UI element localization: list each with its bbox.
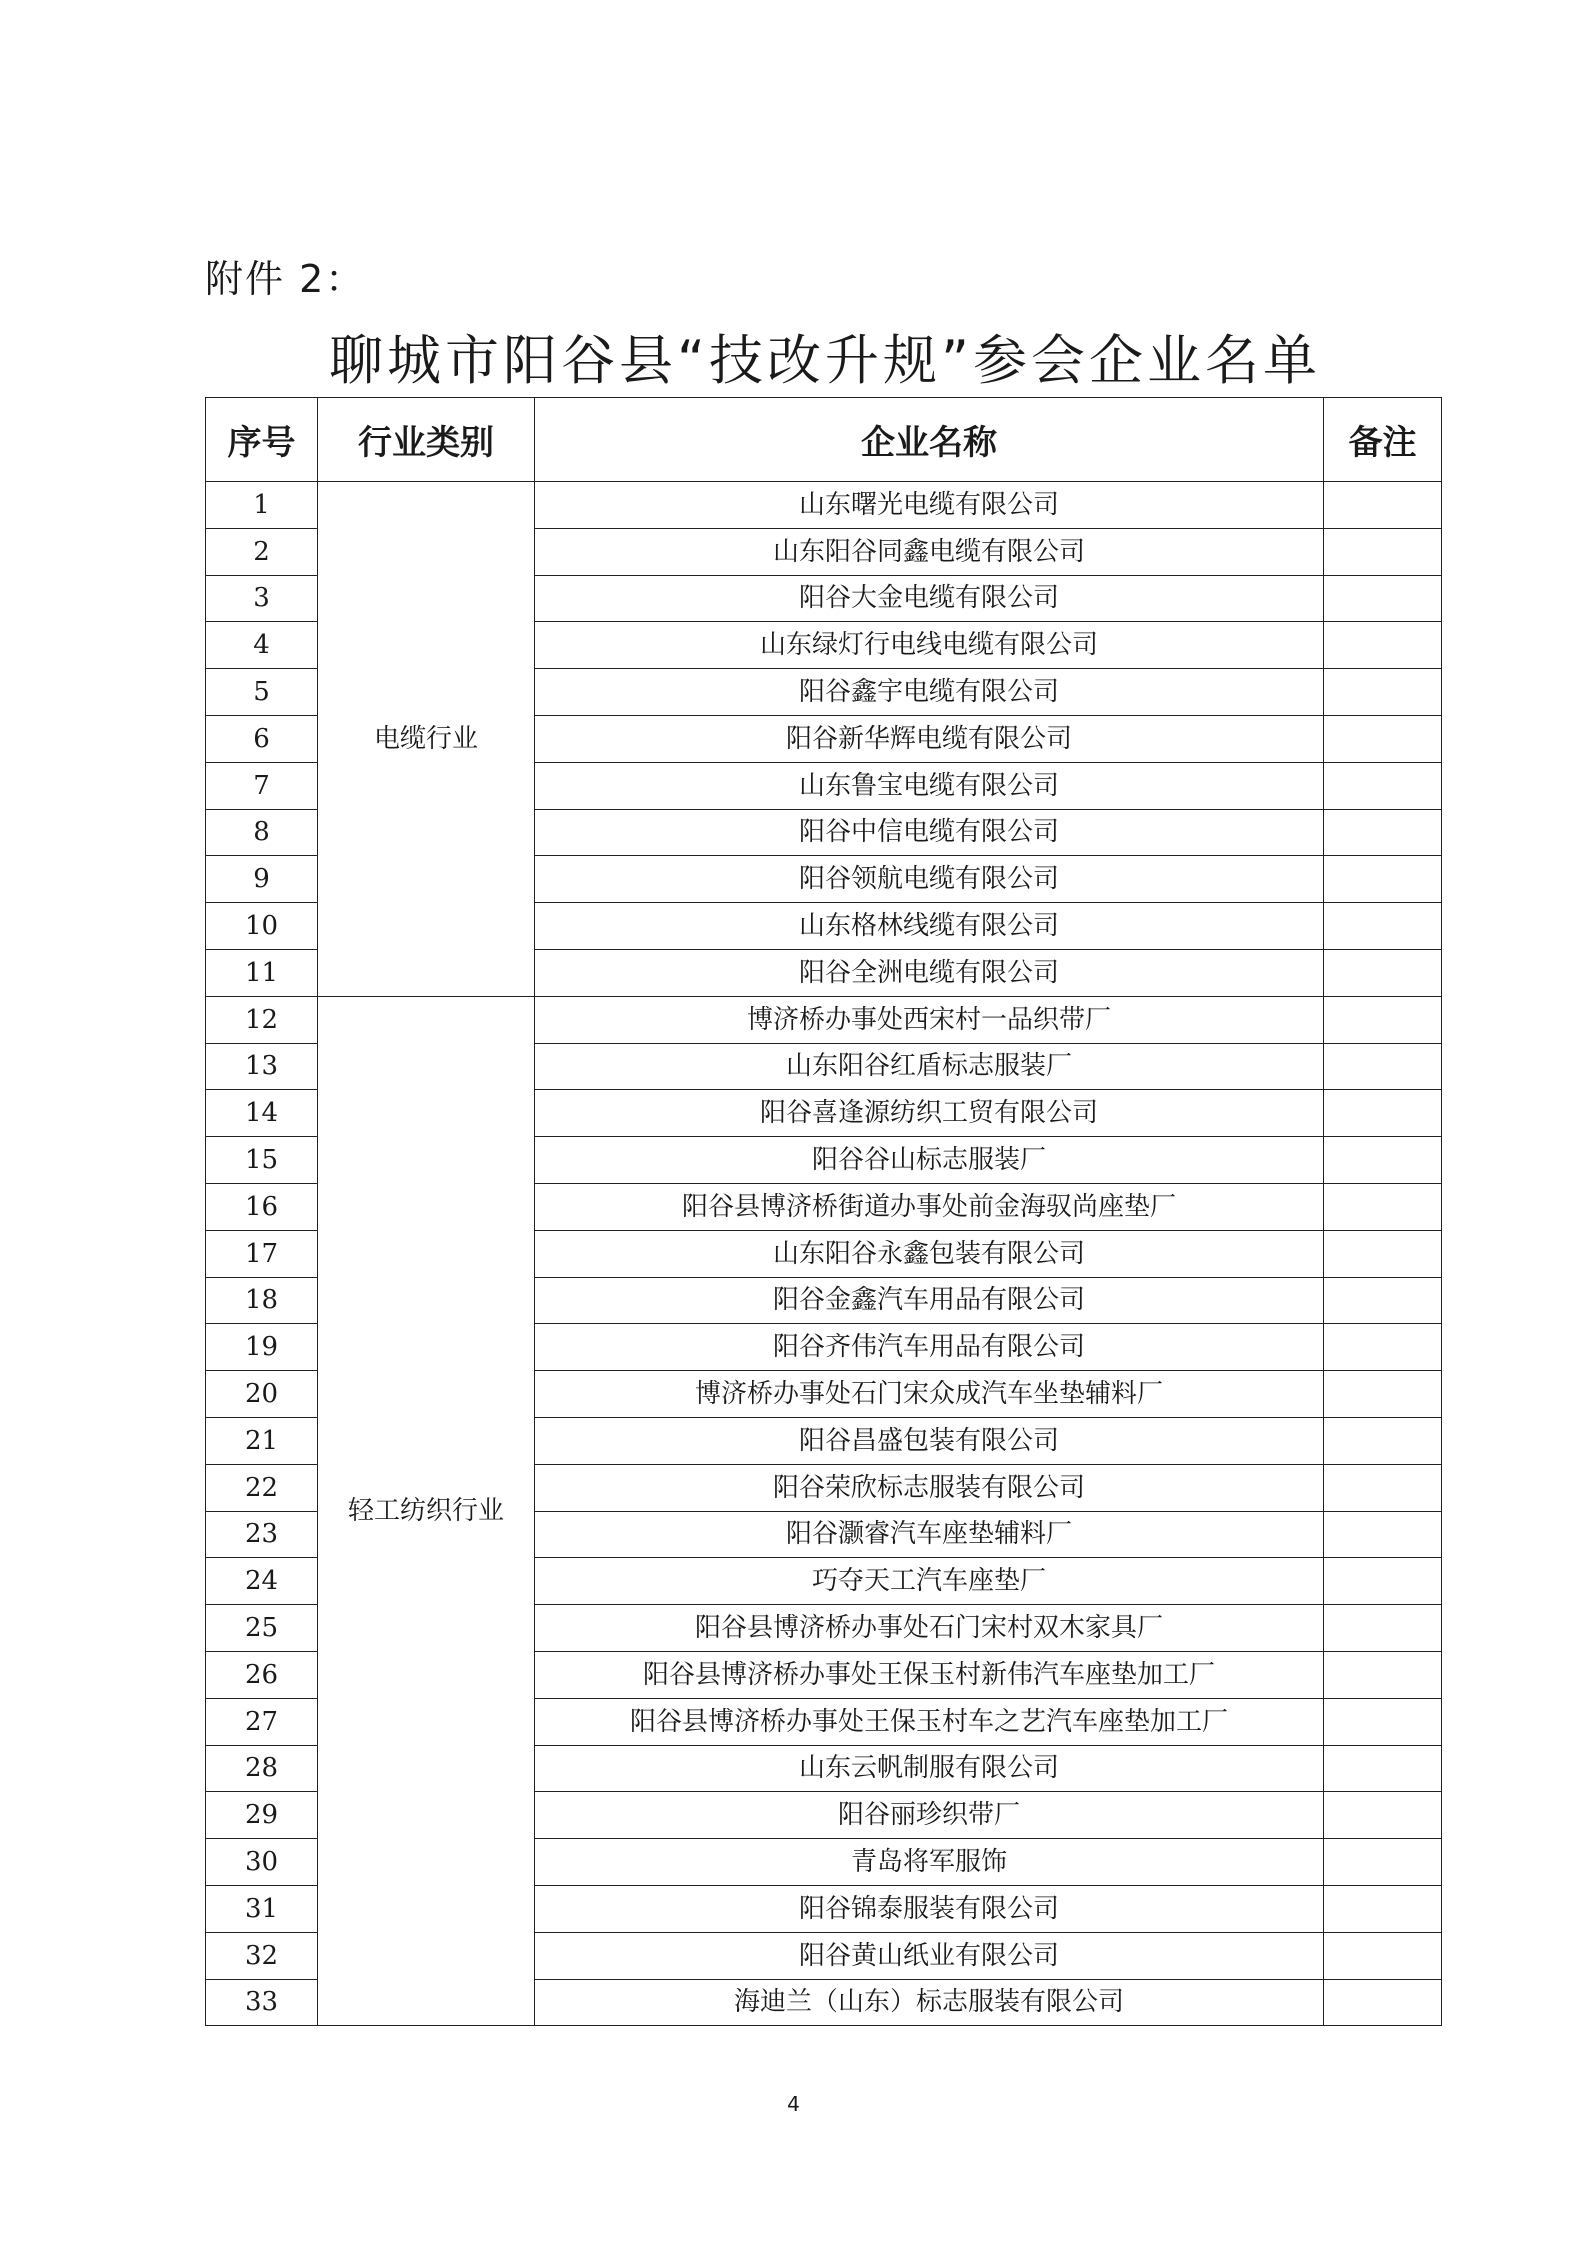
- company-name-cell: 阳谷齐伟汽车用品有限公司: [535, 1324, 1324, 1371]
- serial-number-cell: 28: [206, 1745, 318, 1792]
- serial-number-cell: 14: [206, 1090, 318, 1137]
- remark-cell: [1324, 1137, 1442, 1184]
- table-row: [206, 482, 1442, 529]
- serial-number-cell: 21: [206, 1417, 318, 1464]
- company-name-cell: 阳谷领航电缆有限公司: [535, 856, 1324, 903]
- serial-number-cell: 6: [206, 715, 318, 762]
- header-company-name: 企业名称: [535, 398, 1324, 482]
- company-name-cell: 山东阳谷红盾标志服装厂: [535, 1043, 1324, 1090]
- header-serial: 序号: [206, 398, 318, 482]
- serial-number-cell: 30: [206, 1839, 318, 1886]
- enterprise-table: [205, 397, 1442, 2026]
- company-name-cell: 阳谷县博济桥办事处石门宋村双木家具厂: [535, 1605, 1324, 1652]
- company-name-cell: 山东绿灯行电线电缆有限公司: [535, 622, 1324, 669]
- company-name-cell: 山东鲁宝电缆有限公司: [535, 762, 1324, 809]
- remark-cell: [1324, 482, 1442, 529]
- company-name-cell: 阳谷金鑫汽车用品有限公司: [535, 1277, 1324, 1324]
- serial-number-cell: 17: [206, 1230, 318, 1277]
- serial-number-cell: 11: [206, 949, 318, 996]
- serial-number-cell: 16: [206, 1183, 318, 1230]
- serial-number-cell: 20: [206, 1371, 318, 1418]
- remark-cell: [1324, 1277, 1442, 1324]
- remark-cell: [1324, 1839, 1442, 1886]
- remark-cell: [1324, 1043, 1442, 1090]
- company-name-cell: 山东云帆制服有限公司: [535, 1745, 1324, 1792]
- company-name-cell: 山东曙光电缆有限公司: [535, 482, 1324, 529]
- remark-cell: [1324, 622, 1442, 669]
- remark-cell: [1324, 1417, 1442, 1464]
- header-category: 行业类别: [318, 398, 535, 482]
- page-number: 4: [787, 2092, 800, 2116]
- serial-number-cell: 1: [206, 482, 318, 529]
- company-name-cell: 阳谷锦泰服装有限公司: [535, 1885, 1324, 1932]
- company-name-cell: 阳谷大金电缆有限公司: [535, 575, 1324, 622]
- serial-number-cell: 23: [206, 1511, 318, 1558]
- serial-number-cell: 26: [206, 1651, 318, 1698]
- company-name-cell: 阳谷全洲电缆有限公司: [535, 949, 1324, 996]
- remark-cell: [1324, 1324, 1442, 1371]
- remark-cell: [1324, 809, 1442, 856]
- remark-cell: [1324, 856, 1442, 903]
- serial-number-cell: 32: [206, 1932, 318, 1979]
- serial-number-cell: 15: [206, 1137, 318, 1184]
- company-name-cell: 阳谷灏睿汽车座垫辅料厂: [535, 1511, 1324, 1558]
- serial-number-cell: 24: [206, 1558, 318, 1605]
- remark-cell: [1324, 1464, 1442, 1511]
- remark-cell: [1324, 1090, 1442, 1137]
- remark-cell: [1324, 1698, 1442, 1745]
- remark-cell: [1324, 903, 1442, 950]
- table-row: [206, 996, 1442, 1043]
- company-name-cell: 阳谷黄山纸业有限公司: [535, 1932, 1324, 1979]
- serial-number-cell: 2: [206, 528, 318, 575]
- table-header-row: [206, 398, 1442, 482]
- serial-number-cell: 8: [206, 809, 318, 856]
- serial-number-cell: 19: [206, 1324, 318, 1371]
- category-cell: 电缆行业: [318, 482, 535, 997]
- company-name-cell: 阳谷新华辉电缆有限公司: [535, 715, 1324, 762]
- serial-number-cell: 29: [206, 1792, 318, 1839]
- serial-number-cell: 9: [206, 856, 318, 903]
- company-name-cell: 阳谷县博济桥街道办事处前金海驭尚座垫厂: [535, 1183, 1324, 1230]
- company-name-cell: 青岛将军服饰: [535, 1839, 1324, 1886]
- remark-cell: [1324, 715, 1442, 762]
- serial-number-cell: 18: [206, 1277, 318, 1324]
- remark-cell: [1324, 1979, 1442, 2026]
- category-cell: 轻工纺织行业: [318, 996, 535, 2026]
- company-name-cell: 巧夺天工汽车座垫厂: [535, 1558, 1324, 1605]
- serial-number-cell: 13: [206, 1043, 318, 1090]
- document-title: 聊城市阳谷县“技改升规”参会企业名单: [329, 329, 1321, 392]
- serial-number-cell: 27: [206, 1698, 318, 1745]
- remark-cell: [1324, 575, 1442, 622]
- remark-cell: [1324, 1558, 1442, 1605]
- remark-cell: [1324, 762, 1442, 809]
- company-name-cell: 阳谷丽珍织带厂: [535, 1792, 1324, 1839]
- serial-number-cell: 33: [206, 1979, 318, 2026]
- remark-cell: [1324, 1885, 1442, 1932]
- remark-cell: [1324, 1792, 1442, 1839]
- serial-number-cell: 7: [206, 762, 318, 809]
- serial-number-cell: 25: [206, 1605, 318, 1652]
- company-name-cell: 博济桥办事处石门宋众成汽车坐垫辅料厂: [535, 1371, 1324, 1418]
- remark-cell: [1324, 1183, 1442, 1230]
- header-remark: 备注: [1324, 398, 1442, 482]
- remark-cell: [1324, 996, 1442, 1043]
- company-name-cell: 阳谷鑫宇电缆有限公司: [535, 669, 1324, 716]
- serial-number-cell: 3: [206, 575, 318, 622]
- serial-number-cell: 4: [206, 622, 318, 669]
- remark-cell: [1324, 949, 1442, 996]
- company-name-cell: 阳谷昌盛包装有限公司: [535, 1417, 1324, 1464]
- company-name-cell: 阳谷荣欣标志服装有限公司: [535, 1464, 1324, 1511]
- remark-cell: [1324, 1230, 1442, 1277]
- remark-cell: [1324, 1932, 1442, 1979]
- remark-cell: [1324, 1371, 1442, 1418]
- company-name-cell: 阳谷中信电缆有限公司: [535, 809, 1324, 856]
- company-name-cell: 海迪兰（山东）标志服装有限公司: [535, 1979, 1324, 2026]
- company-name-cell: 山东阳谷永鑫包装有限公司: [535, 1230, 1324, 1277]
- serial-number-cell: 10: [206, 903, 318, 950]
- serial-number-cell: 31: [206, 1885, 318, 1932]
- company-name-cell: 山东阳谷同鑫电缆有限公司: [535, 528, 1324, 575]
- company-name-cell: 阳谷县博济桥办事处王保玉村新伟汽车座垫加工厂: [535, 1651, 1324, 1698]
- remark-cell: [1324, 528, 1442, 575]
- remark-cell: [1324, 1651, 1442, 1698]
- company-name-cell: 博济桥办事处西宋村一品织带厂: [535, 996, 1324, 1043]
- company-name-cell: 山东格林线缆有限公司: [535, 903, 1324, 950]
- company-name-cell: 阳谷喜逢源纺织工贸有限公司: [535, 1090, 1324, 1137]
- remark-cell: [1324, 669, 1442, 716]
- serial-number-cell: 5: [206, 669, 318, 716]
- remark-cell: [1324, 1745, 1442, 1792]
- serial-number-cell: 12: [206, 996, 318, 1043]
- company-name-cell: 阳谷谷山标志服装厂: [535, 1137, 1324, 1184]
- table-body: [206, 482, 1442, 2026]
- remark-cell: [1324, 1511, 1442, 1558]
- serial-number-cell: 22: [206, 1464, 318, 1511]
- remark-cell: [1324, 1605, 1442, 1652]
- company-name-cell: 阳谷县博济桥办事处王保玉村车之艺汽车座垫加工厂: [535, 1698, 1324, 1745]
- attachment-label: 附件 2：: [205, 257, 366, 301]
